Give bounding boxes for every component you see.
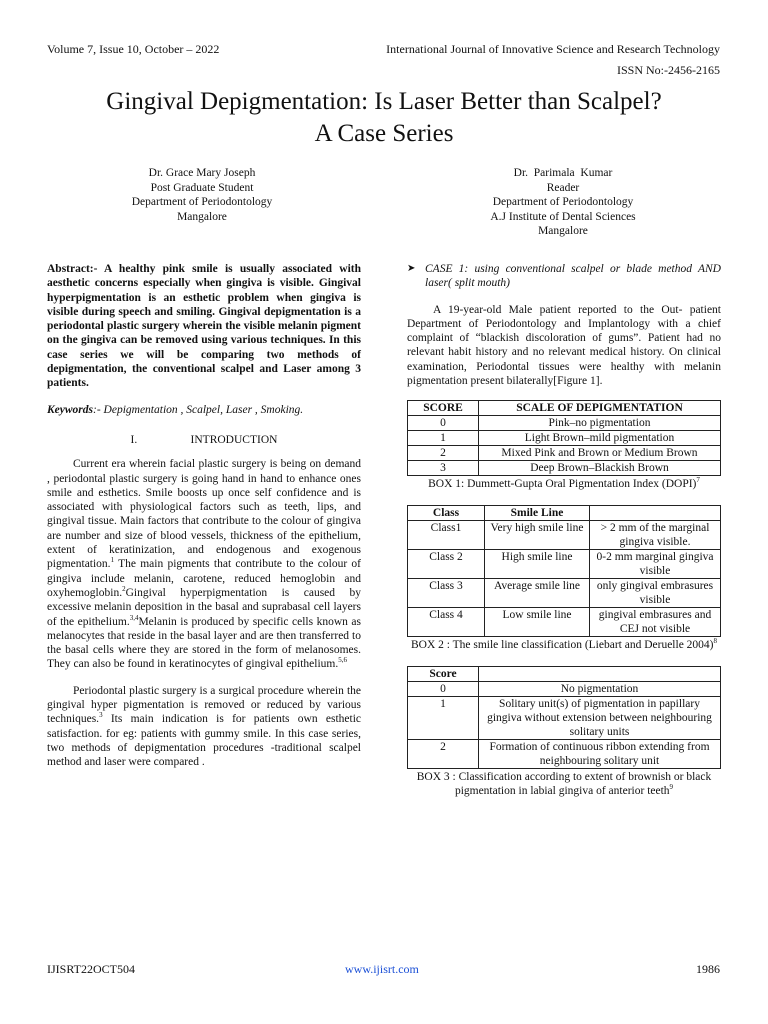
author-1 xyxy=(82,166,322,224)
box-1-caption: BOX 1: Dummett-Gupta Oral Pigmentation Index (DOPI)$^7$ xyxy=(428,476,700,491)
table-row: Class 2 High smile line 0-2 mm marginal gingiva visible xyxy=(408,550,721,579)
case-1-text: A 19-year-old Male patient reported to the Out- patient Department of Periodontology and Implantology with a chief complaint of “blackish discoloration of gums”. Patient had no relevant habit history and no relevant medical history. On clinical examination, Periodontal tissues were healthy with melanin pigmentation present bilaterally[Figure 1]. xyxy=(407,303,721,388)
box-3-caption: BOX 3 : Classification according to extent of brownish or black pigmentation in labial gingiva of anterior teeth$^9$ xyxy=(416,771,712,798)
left-column xyxy=(47,262,361,770)
author-name: Dr. Grace Mary Joseph xyxy=(148,167,256,179)
box-2-caption: BOX 2 : The smile line classification (Liebart and Deruelle 2004)$^8$ xyxy=(410,637,718,652)
box-3-table xyxy=(407,666,721,769)
author-name: Dr. Parimala Kumar xyxy=(513,167,613,179)
section-heading xyxy=(47,433,361,447)
table-row: Class 4 Low smile line gingival embrasures and CEJ not visible xyxy=(408,608,721,637)
author-inst: A.J Institute of Dental Sciences xyxy=(490,210,636,223)
table-row: 2 Mixed Pink and Brown or Medium Brown xyxy=(408,446,721,461)
title-line-1: Gingival Depigmentation: Is Laser Better than Scalpel? xyxy=(106,88,662,115)
arrow-bullet-icon: ➤ xyxy=(407,263,416,274)
issn: ISSN No:-2456-2165 xyxy=(616,63,720,77)
author-role: Post Graduate Student xyxy=(150,181,254,194)
table-header: Class xyxy=(408,506,485,521)
keywords xyxy=(47,403,361,417)
box-1-table xyxy=(407,400,721,476)
box-2-table xyxy=(407,505,721,637)
intro-paragraph-2: Periodontal plastic surgery is a surgical procedure wherein the gingival hyper pigmentation is removed or reduced by various techniques.$^3$ Its main indication is for patients own esthetic satisfaction. for eg: patients with gummy smile. In this case series, two methods of depigmentation procedures -traditional scalpel method and laser were compared . xyxy=(47,684,361,769)
volume-issue: Volume 7, Issue 10, October – 2022 xyxy=(47,42,220,56)
author-2 xyxy=(443,166,683,239)
table-header: SCALE OF DEPIGMENTATION xyxy=(479,401,721,416)
table-row: 0 Pink–no pigmentation xyxy=(408,416,721,431)
keywords-text: :- Depigmentation , Scalpel, Laser , Smoking. xyxy=(93,403,304,416)
table-row: Class 3 Average smile line only gingival embrasures visible xyxy=(408,579,721,608)
right-column xyxy=(407,262,721,812)
case-1-heading: ➤ CASE 1: using conventional scalpel or blade method AND laser( split mouth) xyxy=(407,263,721,290)
table-row: Class1 Very high smile line > 2 mm of the marginal gingiva visible. xyxy=(408,521,721,550)
intro-paragraph-1: Current era wherein facial plastic surgery is being on demand , periodontal plastic surgery is going hand in hand to enhance ones smile and esthetics. Smile boosts up once self confidence and is associated with physiological factors such as teeth, lips, and gingival tissue. Main factors that contribute to the colour of gingiva are number and size of blood vessels, thickness of the epithelium, extent of keratinization, and endogenous and exogenous pigmentation.$^1$ The main pigments that contribute to the colour of gingiva include melanin, carotene, reduced hemoglobin and oxyhemoglobin.$^2$Gingival hyperpigmentation is caused by excessive melanin deposition in the basal and suprabasal cell layers of the epithelium.$^{3,4}$Melanin is produced by specific cells known as melanocytes that reside in the basal layer and are then transferred to the basal cells where they are stored in the form of melanosomes. They can also be found in keratinocytes of gingival epithelium.$^{5,6}$ xyxy=(47,458,361,671)
table-row: 3 Deep Brown–Blackish Brown xyxy=(408,461,721,476)
table-row: 1 Light Brown–mild pigmentation xyxy=(408,431,721,446)
author-role: Reader xyxy=(546,181,580,194)
table-header: Smile Line xyxy=(485,506,590,521)
abstract: Abstract:- A healthy pink smile is usually associated with aesthetic concerns especially when gingiva is visible. Gingival hyperpigmentation is an esthetic problem when gingiva is visible during speech and smiling. Gingival depigmentation is a periodontal plastic surgery wherein the visible melanin pigment on the gingiva can be removed using various techniques. In this case series we will be comparing two methods of depigmentation, the conventional scalpel and Laser among 3 patients. xyxy=(47,263,361,390)
table-header: SCORE xyxy=(408,401,479,416)
page-number: 1986 xyxy=(696,962,720,976)
table-header xyxy=(590,506,721,521)
footer-code: IJISRT22OCT504 xyxy=(47,962,135,976)
footer-url[interactable]: www.ijisrt.com xyxy=(345,962,419,976)
author-place: Mangalore xyxy=(177,210,227,223)
author-dept: Department of Periodontology xyxy=(492,196,634,208)
author-dept: Department of Periodontology xyxy=(131,196,273,208)
table-row: 1 Solitary unit(s) of pigmentation in papillary gingiva without extension between neighbouring solitary units xyxy=(408,697,721,740)
table-header xyxy=(479,667,721,682)
table-row: 0 No pigmentation xyxy=(408,682,721,697)
journal-name: International Journal of Innovative Science and Research Technology xyxy=(386,42,720,56)
paper-title xyxy=(30,86,738,150)
title-line-2: A Case Series xyxy=(314,120,454,147)
keywords-label: Keywords xyxy=(47,403,93,416)
author-place: Mangalore xyxy=(538,225,588,237)
section-title: INTRODUCTION xyxy=(190,433,278,446)
table-row: 2 Formation of continuous ribbon extending from neighbouring solitary unit xyxy=(408,740,721,769)
table-header: Score xyxy=(408,667,479,682)
section-number: I. xyxy=(130,433,138,446)
